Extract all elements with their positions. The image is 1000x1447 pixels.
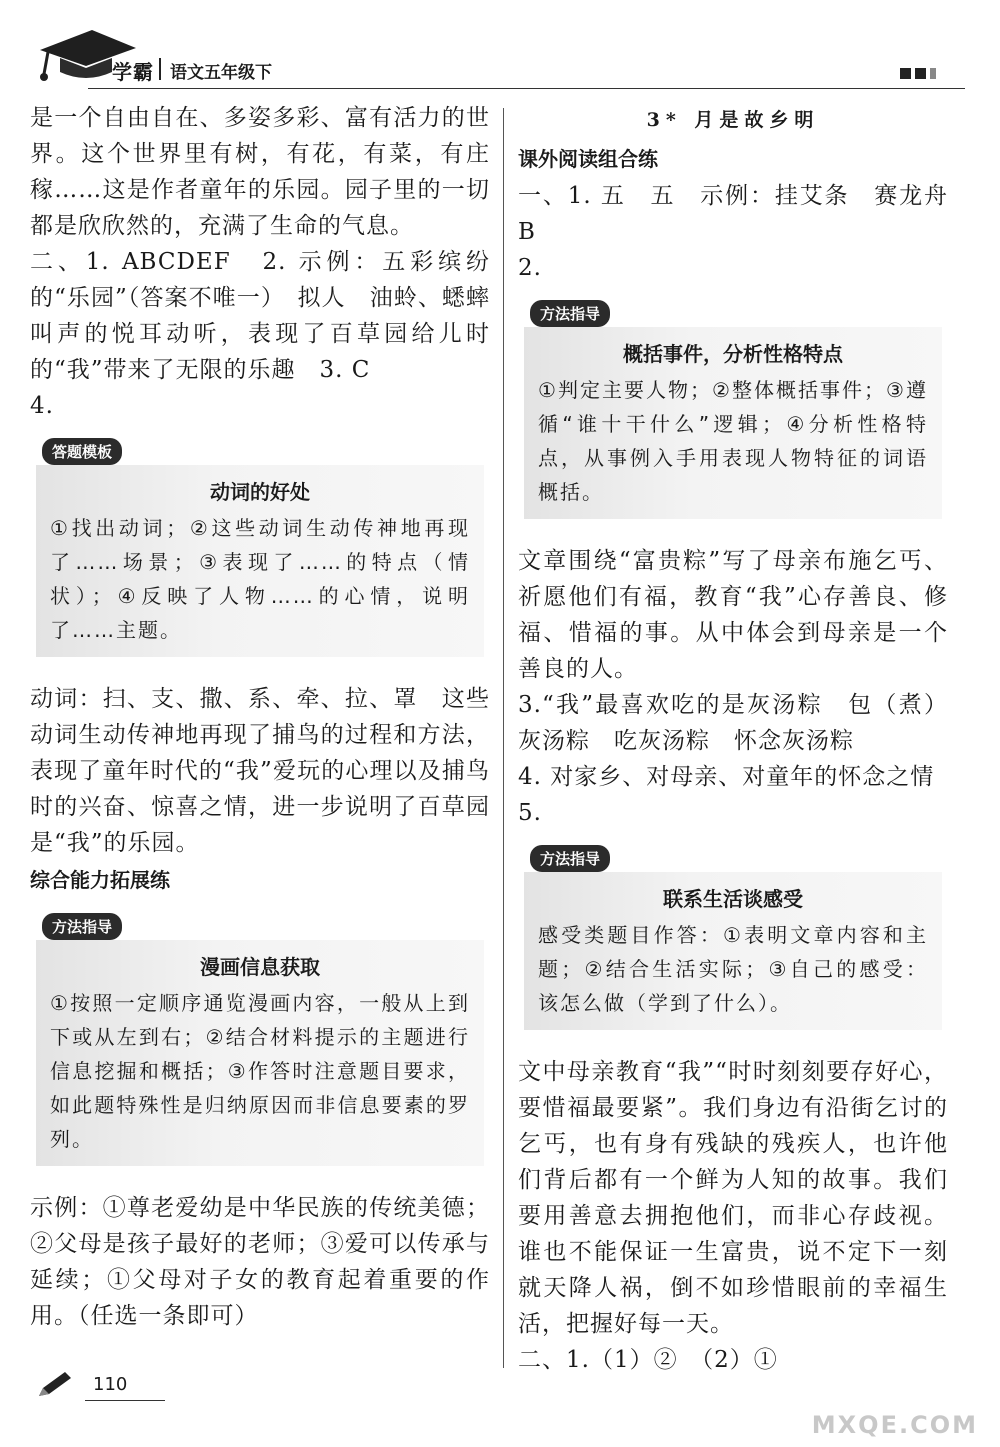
tip-box [518, 841, 948, 1040]
page-number-rule [85, 1400, 165, 1401]
question-number: 4. [30, 393, 54, 419]
tip-badge: 方法指导 [42, 913, 122, 940]
answer-paragraph: 文中母亲教育“我”“时时刻刻要存好心，要惜福最要紧”。我们身边有沿街乞讨的乞丐，也有身有残缺的残疾人，也许他们背后都有一个鲜为人知的故事。我们要用善意去拥抱他们，而非心存歧视。谁也不能保证一生富贵，说不定下一刻就天降人祸，倒不如珍惜眼前的幸福生活，把握好每一天。 [518, 1059, 948, 1337]
tip-box [30, 434, 490, 667]
tip-box-body [524, 327, 942, 519]
lesson-title: 3* 月是故乡明 [646, 109, 820, 131]
site-watermark: MXQE.COM [811, 1411, 978, 1439]
answer-paragraph: 二、1.（1）② （2）① [518, 1347, 778, 1373]
tip-title: 漫画信息获取 [200, 955, 320, 979]
tip-badge: 答题模板 [42, 438, 122, 465]
pencil-icon [35, 1370, 75, 1400]
tip-title: 联系生活谈感受 [663, 887, 803, 911]
question-number: 5. [518, 800, 542, 826]
tip-text: ①按照一定顺序通览漫画内容，一般从上到下或从左到右；②结合材料提示的主题进行信息挖掘和概括；③作答时注意题目要求，如此题特殊性是归纳原因而非信息要素的罗列。 [50, 991, 470, 1151]
answer-paragraph: 一、1. 五 五 示例：挂艾条 赛龙舟 B [518, 183, 972, 245]
tip-title: 动词的好处 [210, 480, 310, 504]
decor-square [930, 68, 936, 79]
page-header [30, 22, 965, 92]
section-heading: 综合能力拓展练 [30, 868, 170, 892]
header-separator [159, 58, 161, 80]
answer-paragraph: 二、1. ABCDEF 2. 示例：五彩缤纷的“乐园”（答案不唯一） 拟人 油蛉、蟋蟀叫声的悦耳动听，表现了百草园给儿时的“我”带来了无限的乐趣 3. C [30, 249, 490, 383]
left-column [30, 100, 490, 1334]
tip-text: ①判定主要人物；②整体概括事件；③遵循“谁十干什么”逻辑；④分析性格特点，从事例入手用表现人物特征的词语概括。 [538, 378, 928, 504]
tip-box [518, 296, 948, 529]
tip-box-body [524, 872, 942, 1030]
page-footer [35, 1370, 175, 1410]
tip-box-body [36, 465, 484, 657]
header-rule [88, 88, 965, 89]
answer-paragraph: 是一个自由自在、多姿多彩、富有活力的世界。这个世界里有树，有花，有菜，有庄稼……这是作者童年的乐园。园子里的一切都是欣欣然的，充满了生命的气息。 [30, 105, 490, 239]
tip-badge: 方法指导 [530, 300, 610, 327]
page-number: 110 [93, 1374, 128, 1395]
tip-box [30, 909, 490, 1176]
tip-title: 概括事件，分析性格特点 [623, 342, 843, 366]
tip-badge: 方法指导 [530, 845, 610, 872]
tip-text: 感受类题目作答：①表明文章内容和主题；②结合生活实际；③自己的感受：该怎么做（学到了什么）。 [538, 923, 928, 1015]
answer-paragraph: 3.“我”最喜欢吃的是灰汤粽 包（煮）灰汤粽 吃灰汤粽 怀念灰汤粽 [518, 692, 948, 754]
column-divider [503, 108, 504, 1368]
question-number: 2. [518, 255, 542, 281]
section-heading: 课外阅读组合练 [518, 147, 658, 171]
brand-logo-text: 学霸 [112, 60, 154, 84]
answer-paragraph: 动词：扫、支、撒、系、牵、拉、罩 这些动词生动传神地再现了捕鸟的过程和方法，表现了童年时代的“我”爱玩的心理以及捕鸟时的兴奋、惊喜之情，进一步说明了百草园是“我”的乐园。 [30, 686, 490, 856]
decor-square [900, 68, 911, 79]
book-subject: 语文五年级下 [170, 63, 272, 83]
tip-text: ①找出动词；②这些动词生动传神地再现了……场景；③表现了……的特点（情状）；④反映了人物……的心情，说明了……主题。 [50, 516, 470, 642]
answer-paragraph: 4. 对家乡、对母亲、对童年的怀念之情 [518, 764, 935, 790]
answer-paragraph: 文章围绕“富贵粽”写了母亲布施乞丐、祈愿他们有福，教育“我”心存善良、修福、惜福的事。从中体会到母亲是一个善良的人。 [518, 548, 948, 682]
decor-square [915, 68, 926, 79]
right-column [518, 100, 972, 1378]
tip-box-body [36, 940, 484, 1166]
answer-paragraph: 示例：①尊老爱幼是中华民族的传统美德；②父母是孩子最好的老师；③爱可以传承与延续；①父母对子女的教育起着重要的作用。（任选一条即可） [30, 1195, 490, 1329]
